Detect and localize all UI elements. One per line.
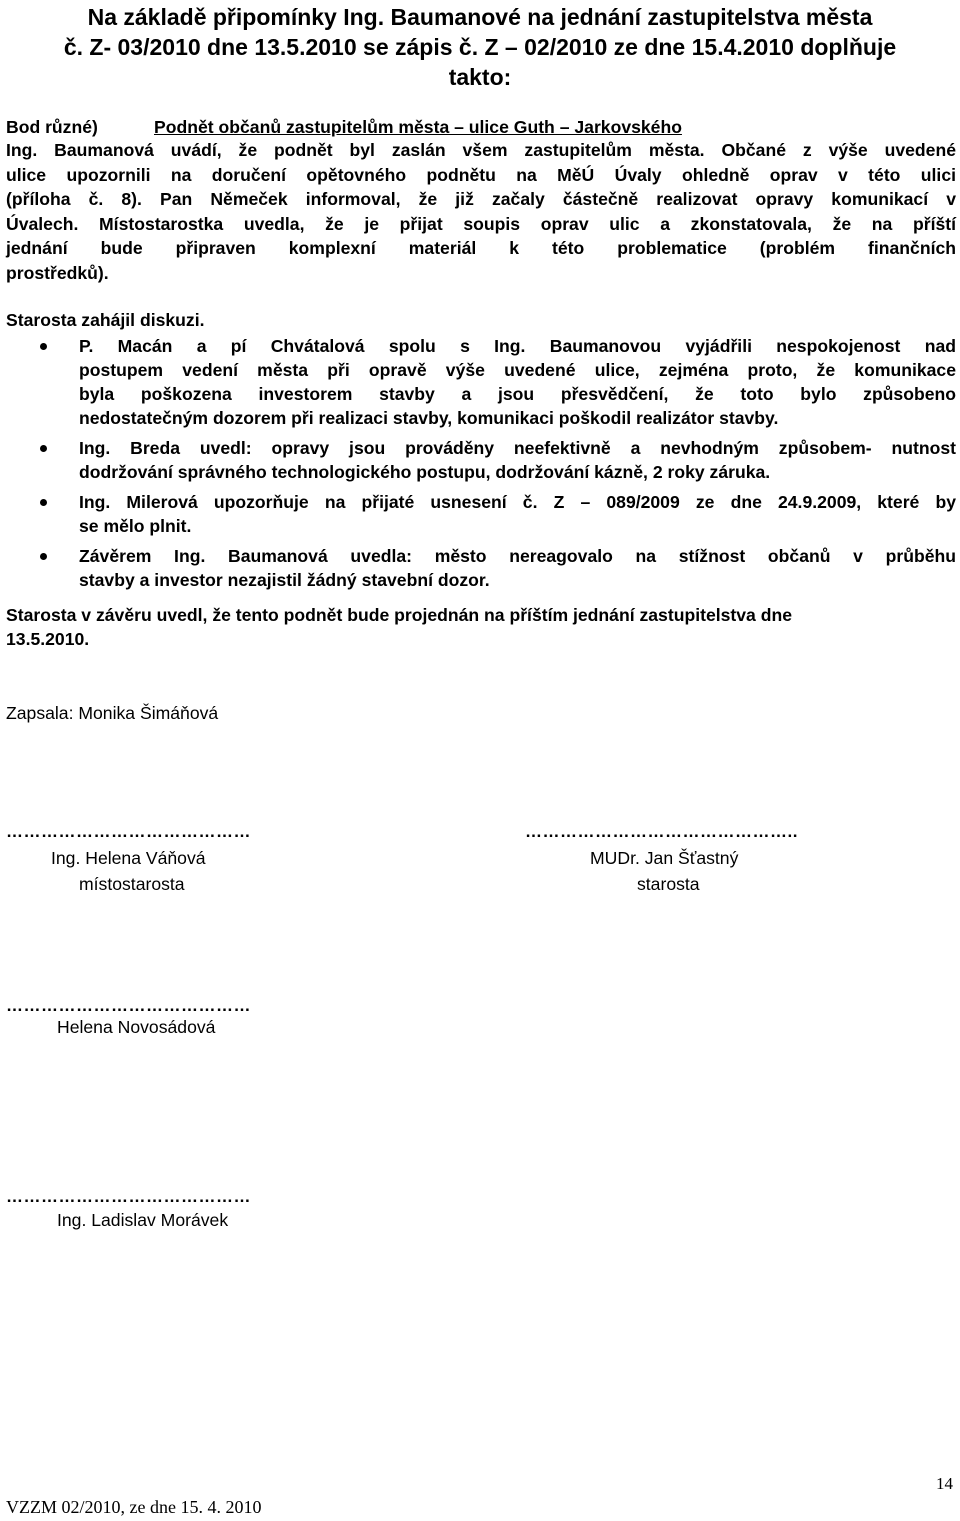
signatory-name-left: Ing. Helena Váňová bbox=[51, 848, 206, 868]
document-title bbox=[30, 2, 930, 92]
bullet-line: stavby a investor nezajistil žádný stavební dozor. bbox=[79, 570, 490, 590]
bullet-item bbox=[0, 334, 956, 430]
discussion-opening: Starosta zahájil diskuzi. bbox=[6, 310, 205, 330]
recorder-line: Zapsala: Monika Šimáňová bbox=[6, 703, 219, 723]
bullet-item bbox=[0, 436, 956, 484]
bullet-line: dodržování správného technologického postupu, dodržování kázně, 2 roky záruka. bbox=[79, 462, 771, 482]
paragraph-line: Úvalech. Místostarostka uvedla, že je přijat soupis oprav ulic a zkonstatovala, že na příští bbox=[6, 213, 956, 234]
bullet-line: Závěrem Ing. Baumanová uvedla: město nereagovalo na stížnost občanů v průběhu bbox=[79, 546, 956, 566]
verifier-name-1: Helena Novosádová bbox=[57, 1017, 216, 1037]
bullet-line: byla poškozena investorem stavby a jsou přesvědčení, že toto bylo způsobeno bbox=[79, 384, 956, 404]
conclusion-paragraph bbox=[6, 603, 956, 651]
conclusion-line: 13.5.2010. bbox=[6, 629, 90, 649]
signatory-role-left: místostarosta bbox=[79, 874, 185, 894]
bullet-line: nedostatečným dozorem při realizaci stavby, komunikaci poškodil realizátor stavby. bbox=[79, 408, 779, 428]
title-line: Na základě připomínky Ing. Baumanové na jednání zastupitelstva města bbox=[87, 4, 873, 30]
bullet-icon bbox=[40, 343, 47, 350]
signature-line-verifier-1: …………………………………… bbox=[6, 996, 251, 1015]
item-label: Bod různé) bbox=[6, 117, 98, 137]
bullet-icon bbox=[40, 499, 47, 506]
bullet-line: Ing. Milerová upozorňuje na přijaté usnesení č. Z – 089/2009 ze dne 24.9.2009, které by bbox=[79, 492, 956, 512]
bullet-item bbox=[0, 544, 956, 592]
signature-line-verifier-2: …………………………………… bbox=[6, 1187, 251, 1206]
bullet-line: postupem vedení města při opravě výše uvedené ulice, zejména proto, že komunikace bbox=[79, 360, 956, 380]
verifier-name-2: Ing. Ladislav Morávek bbox=[57, 1210, 229, 1230]
page-number: 14 bbox=[936, 1474, 953, 1493]
bullet-icon bbox=[40, 553, 47, 560]
title-line: takto: bbox=[448, 64, 512, 90]
item-body-paragraph bbox=[6, 138, 956, 286]
signatory-name-right: MUDr. Jan Šťastný bbox=[590, 848, 739, 868]
item-header bbox=[6, 115, 956, 139]
discussion-bullet-list bbox=[0, 334, 956, 598]
signature-line-left: …………………………………… bbox=[6, 822, 251, 841]
page-footer: VZZM 02/2010, ze dne 15. 4. 2010 bbox=[6, 1497, 262, 1517]
paragraph-line: Ing. Baumanová uvádí, že podnět byl zaslán všem zastupitelům města. Občané z výše uvedené bbox=[6, 140, 956, 160]
paragraph-line: ulice upozornili na doručení opětovného podnětu na MěÚ Úvaly ohledně oprav v této ulici bbox=[6, 164, 956, 185]
signature-line-right: ……………………………………….. bbox=[525, 822, 798, 841]
bullet-icon bbox=[40, 445, 47, 452]
bullet-line: se mělo plnit. bbox=[79, 516, 192, 536]
paragraph-line: jednání bude připraven komplexní materiál k této problematice (problém finančních bbox=[6, 238, 956, 259]
bullet-line: Ing. Breda uvedl: opravy jsou prováděny neefektivně a nevhodným způsobem- nutnost bbox=[79, 438, 956, 458]
signatory-role-right: starosta bbox=[637, 874, 700, 894]
bullet-item bbox=[0, 490, 956, 538]
paragraph-line: prostředků). bbox=[6, 262, 109, 283]
conclusion-line: Starosta v závěru uvedl, že tento podnět bude projednán na příštím jednání zastupitelstva dne bbox=[6, 605, 792, 625]
item-subject: Podnět občanů zastupitelům města – ulice Guth – Jarkovského bbox=[154, 117, 682, 137]
bullet-line: P. Macán a pí Chvátalová spolu s Ing. Baumanovou vyjádřili nespokojenost nad bbox=[79, 336, 956, 356]
title-line: č. Z- 03/2010 dne 13.5.2010 se zápis č. Z – 02/2010 ze dne 15.4.2010 doplňuje bbox=[63, 34, 897, 60]
paragraph-line: (příloha č. 8). Pan Němeček informoval, že již začaly částečně realizovat opravy komunikací v bbox=[6, 189, 956, 210]
